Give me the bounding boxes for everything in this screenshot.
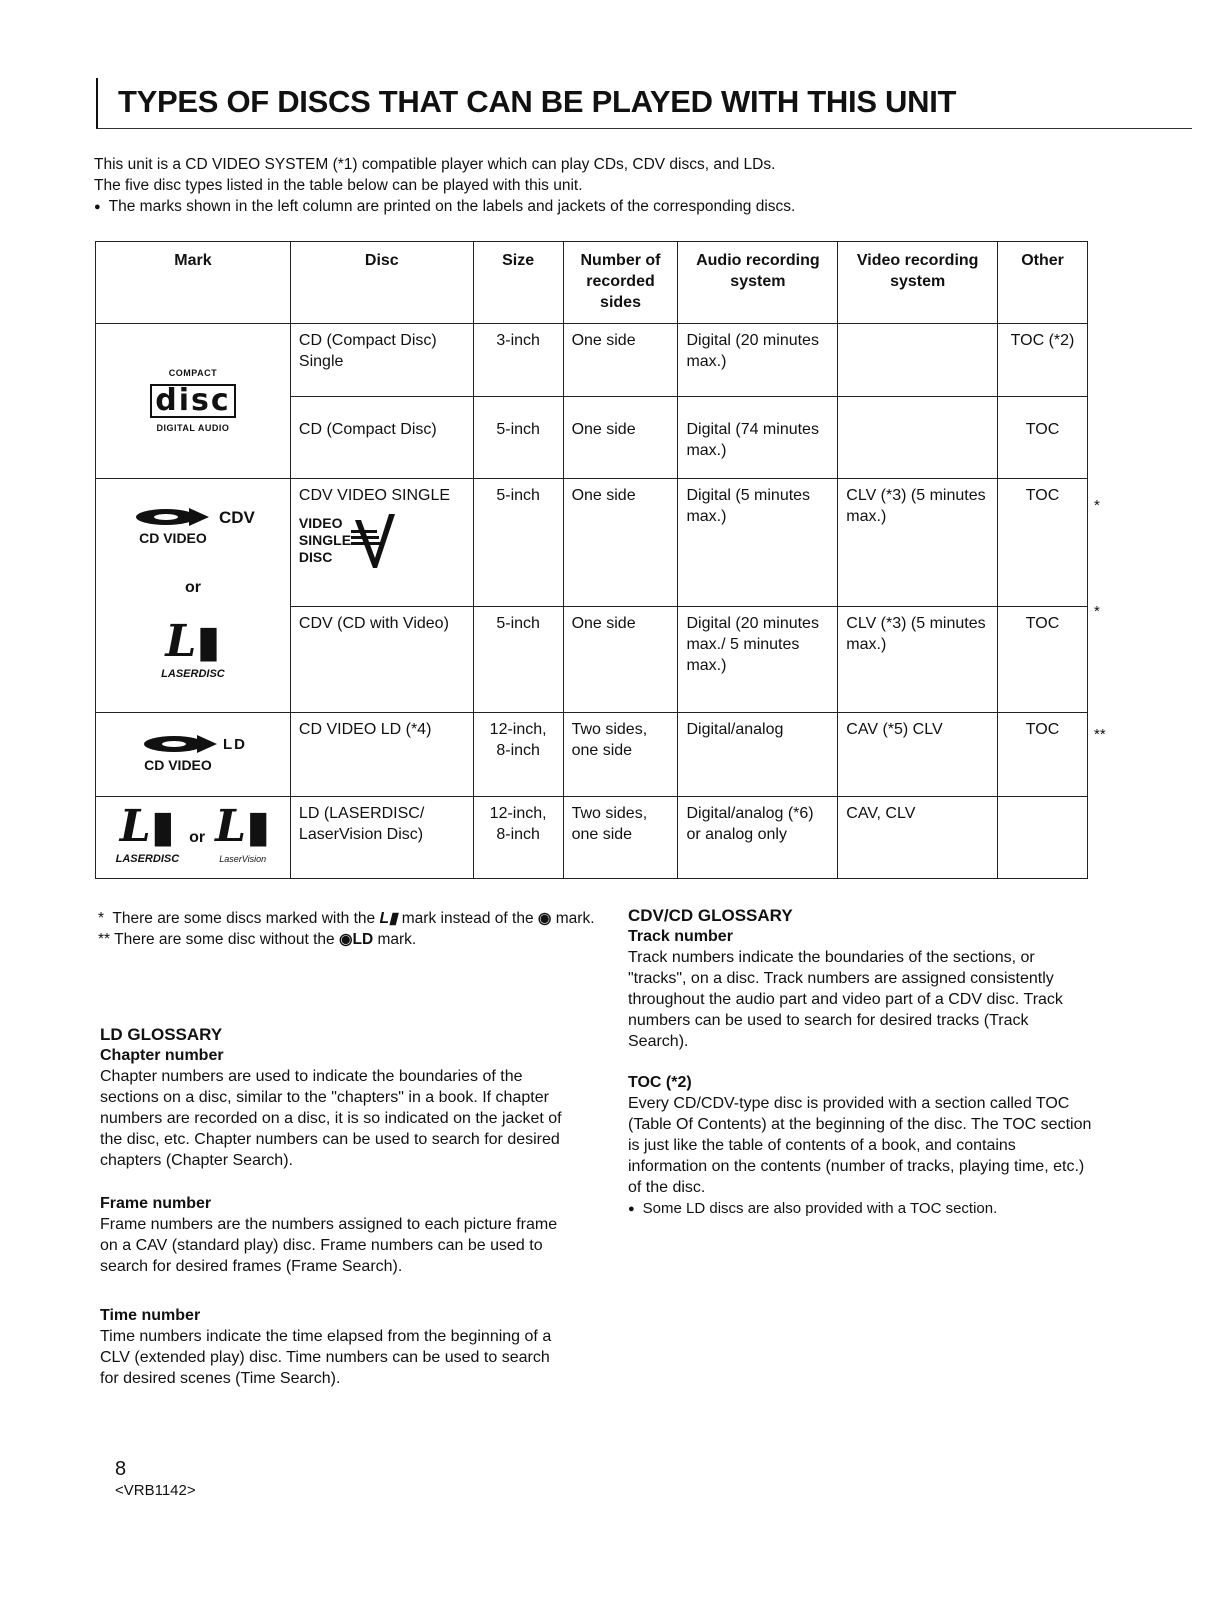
video-single-disc-logo <box>299 512 465 568</box>
frame-number-text: Frame numbers are the numbers assigned to each picture frame on a CAV (standard play) disc. Frame numbers can be used to search for desired frames (Frame Search). <box>100 1216 558 1275</box>
mark-cdv-or-laserdisc <box>96 479 291 713</box>
cell-sides: One side <box>563 479 678 607</box>
laservision-caption: LaserVision <box>219 854 267 864</box>
time-number-title: Time number <box>100 1307 201 1324</box>
footnote-1 <box>98 908 598 929</box>
cell-disc: CDV (CD with Video) <box>290 607 473 713</box>
table-row <box>96 797 1088 879</box>
row-note-star: * <box>1094 603 1100 620</box>
laserdisc-logo <box>104 616 282 685</box>
cell-sides: One side <box>563 607 678 713</box>
cell-size: 5-inch <box>473 607 563 713</box>
header-other: Other <box>998 242 1088 324</box>
cell-size: 12-inch, 8-inch <box>473 713 563 797</box>
mark-compact-disc <box>96 324 291 479</box>
cell-audio: Digital (20 minutes max.) <box>678 324 838 397</box>
cell-other: TOC (*2) <box>998 324 1088 397</box>
toc-title: TOC (*2) <box>628 1074 692 1091</box>
row-note-star: * <box>1094 497 1100 514</box>
cell-audio: Digital/analog (*6) or analog only <box>678 797 838 879</box>
cell-video: CAV (*5) CLV <box>838 713 998 797</box>
cell-other: TOC <box>998 607 1088 713</box>
ld-glossary-heading: LD GLOSSARY <box>100 1025 223 1044</box>
laserdisc-caption: LASERDISC <box>161 668 225 680</box>
intro-bullet: ● The marks shown in the left column are printed on the labels and jackets of the corresponding discs. <box>94 196 1094 219</box>
cdv-logo <box>131 506 255 549</box>
cell-disc <box>290 479 473 607</box>
frame-number-title: Frame number <box>100 1195 212 1212</box>
cd-video-ld-logo <box>139 733 247 776</box>
intro-line-2: The five disc types listed in the table below can be played with this unit. <box>94 177 583 194</box>
time-number-text: Time numbers indicate the time elapsed from the beginning of a CLV (extended play) disc. Time numbers can be used to search for desired scenes (Time Search). <box>100 1328 552 1387</box>
cell-size: 5-inch <box>473 397 563 479</box>
table-row <box>96 713 1088 797</box>
header-size: Size <box>473 242 563 324</box>
cell-size: 5-inch <box>473 479 563 607</box>
vsd-line-2: SINGLE <box>298 531 352 548</box>
disc-types-table <box>95 241 1088 879</box>
document-code: <VRB1142> <box>115 1482 196 1499</box>
header-disc: Disc <box>290 242 473 324</box>
toc-text: Every CD/CDV-type disc is provided with a section called TOC (Table Of Contents) at the beginning of the disc. The TOC section is just like the table of contents of a book, and contains information on the contents (number of tracks, playing time, etc.) of the disc. <box>628 1095 1092 1196</box>
track-number-text: Track numbers indicate the boundaries of the sections, or "tracks", on a disc. Track numbers are assigned consistently throughout the audio part and video part of a CDV disc. Track numbers can be used to search for desired tracks (Track Search). <box>628 949 1063 1050</box>
chapter-number-text: Chapter numbers are used to indicate the boundaries of the sections on a disc, similar to the "chapters" in a book. If chapter numbers are recorded on a disc, it is so indicated on the jacket of the disc, etc. Chapter numbers can be used to search for desired chapters (Chapter Search). <box>100 1068 562 1169</box>
footnote-1-text-b: mark instead of the <box>401 910 534 927</box>
cell-size: 12-inch, 8-inch <box>473 797 563 879</box>
cdv-cd-glossary <box>628 905 1093 1221</box>
cdv-logo-text: CDV <box>219 507 255 527</box>
laserdisc-logo <box>115 801 180 870</box>
footnote-2-star: ** <box>98 931 111 948</box>
cell-sides: One side <box>563 324 678 397</box>
cell-audio: Digital/analog <box>678 713 838 797</box>
title-bar <box>96 78 1192 129</box>
cdvideo-caption: CD VIDEO <box>139 530 207 546</box>
cell-sides: Two sides, one side <box>563 797 678 879</box>
page-number: 8 <box>115 1458 127 1480</box>
laserdisc-emblem-icon: L▮ <box>119 801 175 852</box>
chapter-number-title: Chapter number <box>100 1047 224 1064</box>
laserdisc-caption: LASERDISC <box>115 853 180 865</box>
cell-video: CAV, CLV <box>838 797 998 879</box>
cd-video-emblem-icon <box>131 506 209 528</box>
footnote-1-text-a: There are some discs marked with the <box>112 910 376 927</box>
cd-video-emblem-icon <box>139 733 217 755</box>
cell-audio: Digital (74 minutes max.) <box>678 397 838 479</box>
vsd-chevron-icon <box>351 512 399 568</box>
cd-video-mini-icon: ◉ <box>537 910 552 927</box>
cell-disc: CD VIDEO LD (*4) <box>290 713 473 797</box>
cell-other <box>998 797 1088 879</box>
laservision-emblem-icon: L▮ <box>215 801 271 852</box>
cell-disc: LD (LASERDISC/ LaserVision Disc) <box>290 797 473 879</box>
cell-other: TOC <box>998 479 1088 607</box>
footnote-1-text-c: mark. <box>555 910 595 927</box>
cell-sides: Two sides, one side <box>563 713 678 797</box>
cell-video <box>838 324 998 397</box>
table-row <box>96 479 1088 607</box>
footnote-2 <box>98 929 598 950</box>
footnote-2-text-a: There are some disc without the <box>114 931 335 948</box>
track-number-title: Track number <box>628 928 733 945</box>
cell-video <box>838 397 998 479</box>
header-video: Video recording system <box>838 242 998 324</box>
table-header-row <box>96 242 1088 324</box>
or-label: or <box>184 579 201 596</box>
vsd-line-1: VIDEO <box>298 514 343 531</box>
cell-disc: CD (Compact Disc) <box>290 397 473 479</box>
cell-other: TOC <box>998 713 1088 797</box>
mark-cd-video-ld <box>96 713 291 797</box>
cell-audio: Digital (5 minutes max.) <box>678 479 838 607</box>
footnote-1-star: * <box>98 910 105 927</box>
cell-other: TOC <box>998 397 1088 479</box>
footnote-2-text-b: mark. <box>377 931 417 948</box>
ld-logo-text: LD <box>222 735 247 753</box>
cdv-glossary-heading: CDV/CD GLOSSARY <box>628 906 793 925</box>
table-footnotes <box>98 908 598 950</box>
intro-line-1: This unit is a CD VIDEO SYSTEM (*1) compatible player which can play CDs, CDV discs, and LDs. <box>94 156 776 173</box>
ld-glossary <box>100 1024 570 1389</box>
mark-laserdisc-or-laservision <box>96 797 291 879</box>
toc-bullet: ● Some LD discs are also provided with a TOC section. <box>628 1198 1093 1221</box>
cd-logo-bottom: DIGITAL AUDIO <box>156 423 230 433</box>
laserdisc-mini-icon: L▮ <box>379 910 398 927</box>
cell-size: 3-inch <box>473 324 563 397</box>
or-label: or <box>189 829 206 846</box>
vsd-line-3: DISC <box>298 548 333 565</box>
header-sides: Number of recorded sides <box>563 242 678 324</box>
cd-logo-top: COMPACT <box>168 368 218 378</box>
compact-disc-logo <box>150 363 235 439</box>
laservision-logo <box>215 801 271 870</box>
cell-video: CLV (*3) (5 minutes max.) <box>838 479 998 607</box>
cell-disc: CD (Compact Disc) Single <box>290 324 473 397</box>
laserdisc-emblem-icon: L▮ <box>165 616 221 667</box>
cell-audio: Digital (20 minutes max./ 5 minutes max.) <box>678 607 838 713</box>
cell-disc-text: CDV VIDEO SINGLE <box>298 487 451 504</box>
page-title: TYPES OF DISCS THAT CAN BE PLAYED WITH THIS UNIT <box>118 84 957 119</box>
cdvideo-caption: CD VIDEO <box>144 757 212 773</box>
row-note-double-star: ** <box>1094 726 1106 743</box>
cell-video: CLV (*3) (5 minutes max.) <box>838 607 998 713</box>
header-mark: Mark <box>96 242 291 324</box>
cell-sides: One side <box>563 397 678 479</box>
intro-text <box>94 154 1094 219</box>
table-row <box>96 324 1088 397</box>
cd-logo-disc: disc <box>150 384 235 418</box>
header-audio: Audio recording system <box>678 242 838 324</box>
cd-video-ld-mini-icon: ◉LD <box>338 931 374 948</box>
